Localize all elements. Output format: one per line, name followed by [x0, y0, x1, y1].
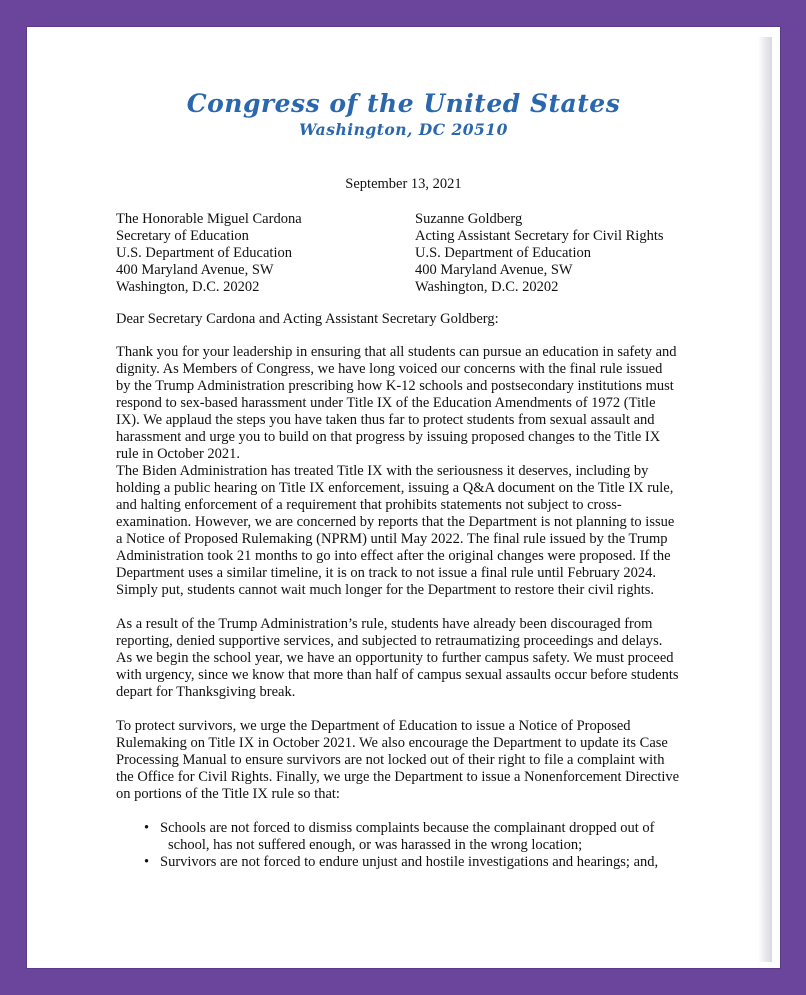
text-line: depart for Thanksgiving break. — [116, 684, 296, 700]
letterhead-title: Congress of the United States — [186, 89, 621, 118]
text-line: by the Trump Administration prescribing how K-12 schools and postsecondary institutions must — [116, 378, 674, 394]
text-line: IX). We applaud the steps you have taken thus far to protect students from sexual assault and — [116, 412, 655, 428]
address-line: Secretary of Education — [116, 228, 249, 244]
bullet-list — [144, 820, 658, 871]
paragraph-3 — [116, 616, 679, 701]
letterhead — [27, 89, 780, 139]
text-line: Survivors are not forced to endure unjust and hostile investigations and hearings; and, — [160, 854, 659, 870]
text-line: a Notice of Proposed Rulemaking (NPRM) until May 2022. The final rule issued by the Trump — [116, 531, 668, 547]
text-line: dignity. As Members of Congress, we have long voiced our concerns with the final rule issued — [116, 361, 663, 377]
text-line: Administration took 21 months to go into effect after the original changes were proposed. If the — [116, 548, 671, 564]
text-line: As a result of the Trump Administration’s rule, students have already been discouraged from — [116, 616, 653, 632]
paragraph-4 — [116, 718, 680, 803]
bullet-icon: • — [144, 820, 150, 836]
text-line: Thank you for your leadership in ensuring that all students can pursue an education in safety and — [116, 344, 677, 360]
text-line: harassment and urge you to build on that progress by issuing proposed changes to the Title IX — [116, 429, 661, 445]
address-line: 400 Maryland Avenue, SW — [415, 262, 573, 278]
text-line: To protect survivors, we urge the Department of Education to issue a Notice of Proposed — [116, 718, 631, 734]
letterhead-subtitle: Washington, DC 20510 — [299, 120, 508, 139]
text-line: As we begin the school year, we have an opportunity to further campus safety. We must proceed — [116, 650, 674, 666]
paragraph-2 — [116, 463, 676, 599]
address-line: 400 Maryland Avenue, SW — [116, 262, 274, 278]
paragraph-1 — [116, 344, 676, 463]
text-line: respond to sex-based harassment under Title IX of the Education Amendments of 1972 (Title — [116, 395, 656, 411]
recipient-address-left — [116, 211, 302, 296]
address-line: U.S. Department of Education — [116, 245, 292, 261]
letter-page — [27, 27, 780, 968]
text-line: with urgency, since we know that more than half of campus sexual assaults occur before students — [116, 667, 679, 683]
salutation: Dear Secretary Cardona and Acting Assistant Secretary Goldberg: — [116, 311, 499, 327]
text-line: Schools are not forced to dismiss complaints because the complainant dropped out of — [160, 820, 655, 836]
address-line: U.S. Department of Education — [415, 245, 591, 261]
bullet-item — [144, 854, 658, 871]
address-line: Washington, D.C. 20202 — [415, 279, 559, 295]
text-line: examination. However, we are concerned by reports that the Department is not planning to issue — [116, 514, 675, 530]
address-line: Washington, D.C. 20202 — [116, 279, 260, 295]
address-line: Suzanne Goldberg — [415, 211, 523, 227]
text-line: on portions of the Title IX rule so that: — [116, 786, 340, 802]
letter-date: September 13, 2021 — [345, 176, 462, 192]
text-line: Rulemaking on Title IX in October 2021. We also encourage the Department to update its Case — [116, 735, 668, 751]
recipient-address-right — [415, 211, 664, 296]
text-line: school, has not suffered enough, or was harassed in the wrong location; — [168, 837, 583, 853]
text-line: rule in October 2021. — [116, 446, 241, 462]
text-line: Processing Manual to ensure survivors are not locked out of their right to file a complaint with — [116, 752, 665, 768]
text-line: Simply put, students cannot wait much longer for the Department to restore their civil rights. — [116, 582, 654, 598]
address-line: The Honorable Miguel Cardona — [116, 211, 302, 227]
bullet-item — [144, 820, 658, 854]
text-line: Department uses a similar timeline, it is on track to not issue a final rule until February 2024. — [116, 565, 657, 581]
bullet-icon: • — [144, 854, 150, 870]
text-line: reporting, denied supportive services, and subjected to retraumatizing proceedings and delays. — [116, 633, 663, 649]
text-line: holding a public hearing on Title IX enforcement, issuing a Q&A document on the Title IX rule, — [116, 480, 674, 496]
address-line: Acting Assistant Secretary for Civil Rights — [415, 228, 664, 244]
text-line: The Biden Administration has treated Title IX with the seriousness it deserves, including by — [116, 463, 649, 479]
text-line: and halting enforcement of a requirement that prohibits statements not subject to cross- — [116, 497, 622, 513]
text-line: the Office for Civil Rights. Finally, we urge the Department to issue a Nonenforcement Directive — [116, 769, 680, 785]
